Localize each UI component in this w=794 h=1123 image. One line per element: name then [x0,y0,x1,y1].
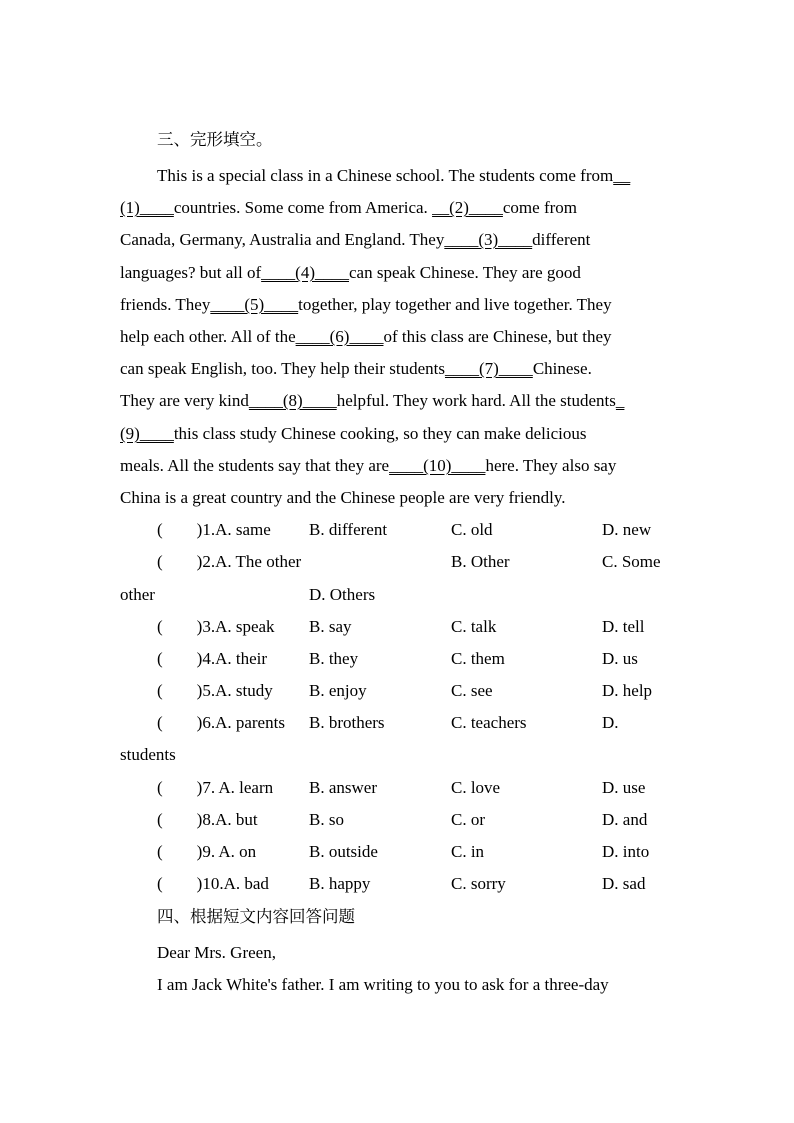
option-c: C. love [451,778,501,797]
passage-text: countries. Some come from America. [173,198,433,217]
passage-text: meals. All the students say that they are [120,456,390,475]
question-stem: ( )10.A. bad [157,874,269,893]
section-3-title: 三、完形填空。 [157,130,273,149]
option-b: B. brothers [309,713,385,732]
option-b: B. different [309,520,388,539]
passage-text: this class study Chinese cooking, so they can make delicious [173,424,587,443]
passage-text: Canada, Germany, Australia and England. They [120,230,445,249]
blank: __ [613,166,631,185]
option-d: D. sad [602,874,646,893]
passage-text: of this class are Chinese, but they [383,327,612,346]
passage-line-8 [120,390,624,412]
option-d: D. help [602,681,653,700]
passage-text: This is a special class in a Chinese school. The students come from [157,166,614,185]
passage-text: here. They also say [485,456,617,475]
option-d: D. us [602,649,638,668]
passage-text: come from [502,198,577,217]
passage-text: can speak Chinese. They are good [348,263,581,282]
blank-4: ____(4)____ [261,263,349,282]
option-c: C. or [451,810,485,829]
option-b: B. they [309,649,359,668]
blank-10: ____(10)____ [389,456,486,475]
passage-line-4 [120,262,581,284]
question-stem: ( )1.A. same [157,520,271,539]
option-c: C. see [451,681,493,700]
question-stem: ( )3.A. speak [157,617,275,636]
option-b: B. answer [309,778,377,797]
passage-text: together, play together and live together. They [298,295,612,314]
option-b: B. happy [309,874,371,893]
option-c: C. talk [451,617,497,636]
question-stem: ( )7. A. learn [157,778,274,797]
passage-text: Chinese. [532,359,592,378]
letter-salutation: Dear Mrs. Green, [157,943,276,962]
option-b: B. so [309,810,344,829]
option-c: C. in [451,842,485,861]
passage-line-1 [157,165,630,187]
blank-6: ____(6)____ [295,327,384,346]
question-stem: ( )2.A. The other [157,552,302,571]
option-c-wrap: other [120,585,155,604]
blank-9: (9)____ [120,424,174,443]
passage-line-5 [120,294,612,316]
option-b: B. enjoy [309,681,367,700]
passage-line-2 [120,197,577,219]
option-d: D. and [602,810,648,829]
option-c: C. them [451,649,505,668]
option-d: D. use [602,778,646,797]
letter-line-1: I am Jack White's father. I am writing to you to ask for a three-day [157,975,609,994]
question-stem: ( )9. A. on [157,842,257,861]
passage-text: different [532,230,591,249]
passage-text: can speak English, too. They help their students [120,359,445,378]
blank-1: (1)____ [120,198,174,217]
passage-line-6 [120,326,611,348]
blank-5: ____(5)____ [210,295,299,314]
passage-text: languages? but all of [120,263,262,282]
passage-line-11: China is a great country and the Chinese people are very friendly. [120,488,566,507]
option-c: C. old [451,520,493,539]
passage-line-9 [120,423,586,445]
passage-text: friends. They [120,295,211,314]
option-d: D. [602,713,619,732]
option-c: C. Some [602,552,661,571]
option-c: C. sorry [451,874,506,893]
passage-text: helpful. They work hard. All the students [336,391,616,410]
option-d: D. Others [309,585,376,604]
option-d: D. into [602,842,650,861]
option-c: C. teachers [451,713,527,732]
blank-7: ____(7)____ [444,359,533,378]
passage-line-7 [120,358,592,380]
option-d-wrap: students [120,745,176,764]
option-b: B. Other [451,552,510,571]
option-d: D. tell [602,617,645,636]
question-stem: ( )6.A. parents [157,713,285,732]
option-d: D. new [602,520,652,539]
option-b: B. say [309,617,352,636]
blank-8: ____(8)____ [248,391,337,410]
passage-line-10 [120,455,616,477]
option-b: B. outside [309,842,378,861]
passage-line-3 [120,229,590,251]
question-stem: ( )8.A. but [157,810,258,829]
passage-text: help each other. All of the [120,327,296,346]
blank-3: ____(3)____ [444,230,533,249]
blank-2: __(2)____ [432,198,503,217]
section-4-title: 四、根据短文内容回答问题 [157,907,355,926]
question-stem: ( )4.A. their [157,649,268,668]
passage-text: They are very kind [120,391,249,410]
question-stem: ( )5.A. study [157,681,273,700]
blank: _ [615,391,625,410]
